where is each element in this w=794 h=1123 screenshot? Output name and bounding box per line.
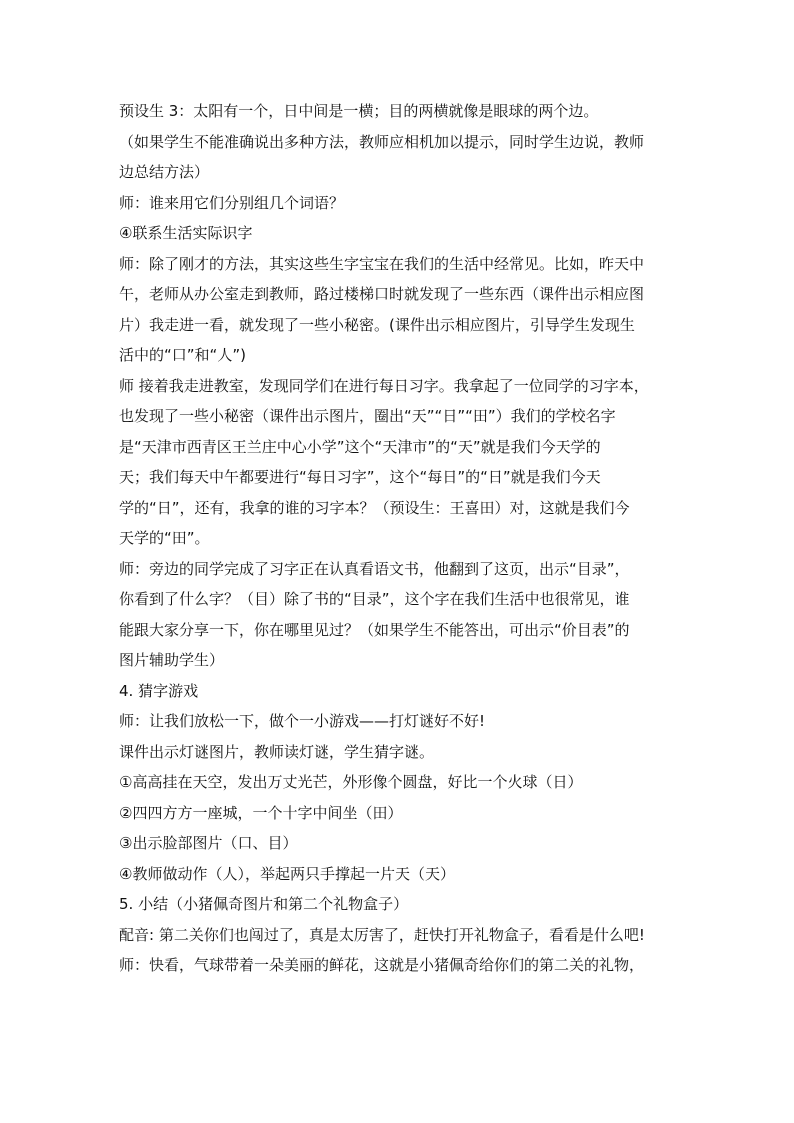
- list-item: ①高高挂在天空，发出万丈光芒，外形像个圆盘，好比一个火球（日）: [119, 773, 583, 791]
- text-line: 天学的“田”。: [119, 529, 210, 547]
- text-line: 预设生 3：太阳有一个，日中间是一横；目的两横就像是眼球的两个边。: [119, 102, 599, 120]
- list-item: ③出示脸部图片（口、目）: [119, 834, 298, 852]
- text-line: 也发现了一些小秘密（课件出示图片，圈出“天”“日”“田”）我们的学校名字: [119, 407, 616, 425]
- text-line: 天；我们每天中午都要进行“每日习字”，这个“每日”的“日”就是我们今天: [119, 468, 601, 486]
- text-line: 学的“日”，还有，我拿的谁的习字本？（预设生：王喜田）对，这就是我们今: [119, 498, 630, 517]
- text-line: 片）我走进一看，就发现了一些小秘密。(课件出示相应图片，引导学生发现生: [119, 315, 635, 334]
- text-line: 师：让我们放松一下，做个一小游戏——打灯谜好不好!: [119, 712, 486, 730]
- text-line: 午，老师从办公室走到教师，路过楼梯口时就发现了一些东西（课件出示相应图: [119, 285, 645, 303]
- list-item: ④教师做动作（人），举起两只手撑起一片天（天）: [119, 864, 455, 883]
- text-line: 师：旁边的同学完成了习字正在认真看语文书，他翻到了这页，出示“目录”，: [119, 559, 630, 578]
- text-line: 师 接着我走进教室，发现同学们在进行每日习字。我拿起了一位同学的习字本，: [119, 376, 649, 395]
- text-line: 能跟大家分享一下，你在哪里见过？（如果学生不能答出，可出示“价目表”的: [119, 620, 630, 639]
- text-line: 边总结方法）: [119, 163, 210, 181]
- text-line: 活中的“口”和“人”): [119, 346, 246, 364]
- document-body: [119, 96, 679, 981]
- section-heading: 5. 小结（小猪佩奇图片和第二个礼物盒子）: [119, 895, 409, 913]
- text-line: 配音: 第二关你们也闯过了，真是太厉害了，赶快打开礼物盒子，看看是什么吧!: [119, 925, 645, 944]
- text-line: 师：快看，气球带着一朵美丽的鲜花，这就是小猪佩奇给你们的第二关的礼物，: [119, 956, 645, 974]
- section-heading: 4. 猜字游戏: [119, 681, 199, 700]
- list-item: ②四四方方一座城，一个十字中间坐（田）: [119, 803, 403, 822]
- text-line: 你看到了什么字？（目）除了书的“目录”，这个字在我们生活中也很常见，谁: [119, 590, 630, 608]
- text-line: ④联系生活实际识字: [119, 224, 253, 242]
- text-line: 课件出示灯谜图片，教师读灯谜，学生猜字谜。: [119, 742, 435, 761]
- text-line: 图片辅助学生）: [119, 651, 225, 669]
- text-line: 是“天津市西青区王兰庄中心小学”这个“天津市”的“天”就是我们今天学的: [119, 437, 601, 456]
- text-line: 师：除了刚才的方法，其实这些生字宝宝在我们的生活中经常见。比如，昨天中: [119, 254, 645, 273]
- text-line: 师：谁来用它们分别组几个词语？: [119, 193, 345, 212]
- text-line: （如果学生不能准确说出多种方法，教师应相机加以提示，同时学生边说，教师: [119, 132, 645, 151]
